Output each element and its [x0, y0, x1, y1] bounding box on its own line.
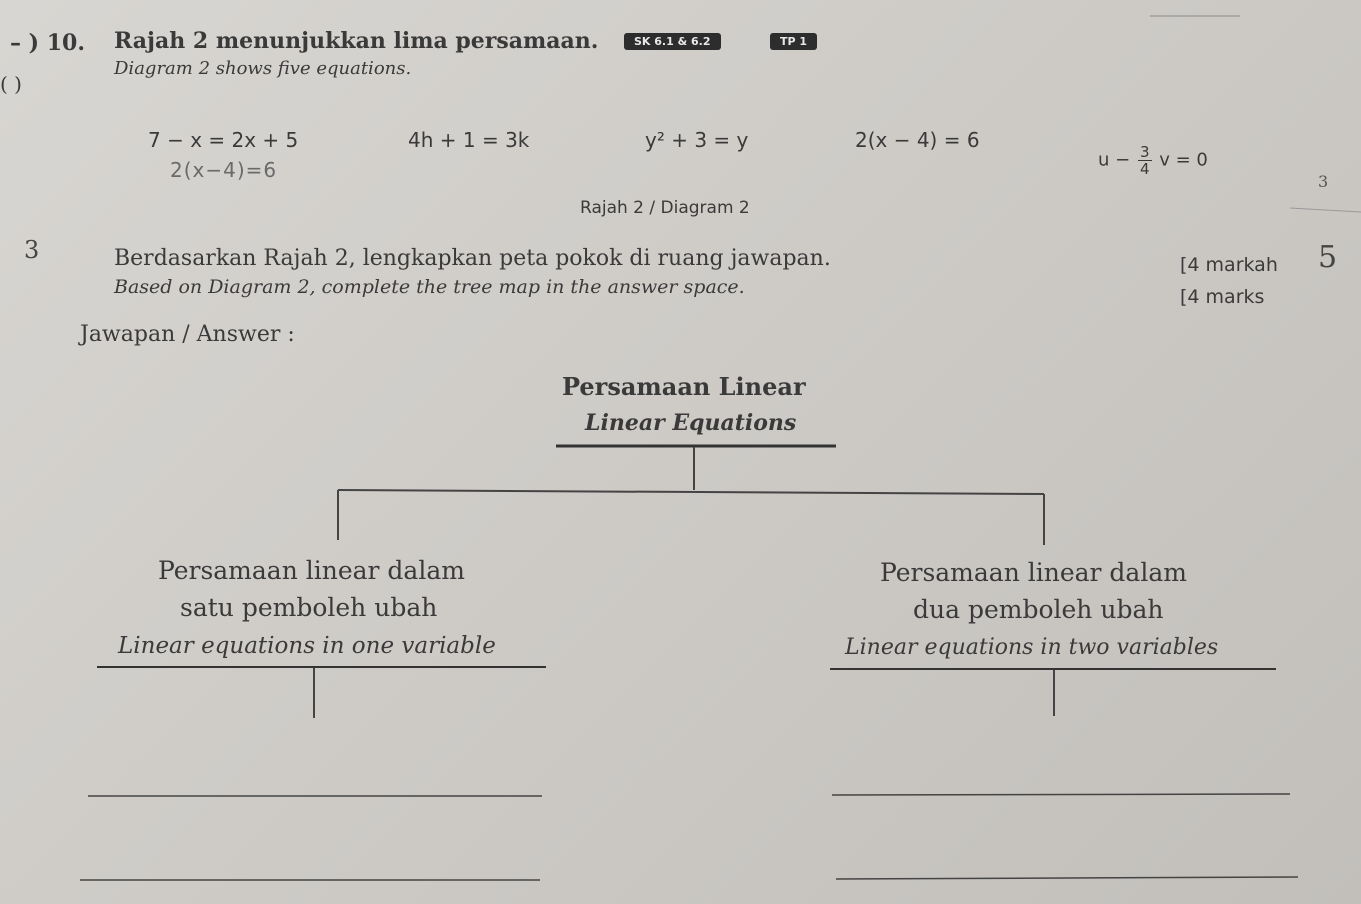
- tree-right-malay-line1: Persamaan linear dalam: [880, 558, 1187, 587]
- instruction-english: Based on Diagram 2, complete the tree map in the answer space.: [114, 276, 745, 298]
- equation-1: 7 − x = 2x + 5: [148, 128, 299, 152]
- fraction-denominator: 4: [1139, 160, 1150, 178]
- answer-blank-right-2: [836, 877, 1298, 879]
- margin-bracket: ( ): [0, 72, 22, 96]
- level-badge: TP 1: [770, 33, 817, 50]
- marks-english: [4 marks: [1180, 286, 1265, 308]
- margin-box-line: [1290, 208, 1361, 212]
- tree-root-malay: Persamaan Linear: [562, 372, 806, 401]
- question-title-malay: Rajah 2 menunjukkan lima persamaan.: [114, 28, 599, 54]
- diagram-caption: Rajah 2 / Diagram 2: [580, 198, 750, 218]
- tree-root-english: Linear Equations: [585, 410, 797, 436]
- syllabus-badge: SK 6.1 & 6.2: [624, 33, 721, 50]
- handwritten-left-three: 3: [24, 236, 40, 264]
- margin-mark-three: 3: [1318, 172, 1329, 191]
- handwritten-five: 5: [1318, 240, 1338, 275]
- equation-2: 4h + 1 = 3k: [408, 128, 530, 152]
- question-number: – ) 10.: [10, 30, 86, 56]
- equation-5-prefix: u −: [1098, 149, 1131, 171]
- answer-label: Jawapan / Answer :: [80, 322, 295, 347]
- fraction-numerator: 3: [1139, 143, 1150, 161]
- handwritten-working: 2(x−4)=6: [170, 158, 278, 182]
- answer-blank-right-1: [832, 794, 1290, 795]
- equation-3: y² + 3 = y: [645, 128, 749, 152]
- branch-bar: [338, 490, 1044, 494]
- equation-4: 2(x − 4) = 6: [855, 128, 980, 152]
- question-title-english: Diagram 2 shows five equations.: [114, 58, 412, 79]
- tree-left-malay-line1: Persamaan linear dalam: [158, 556, 465, 585]
- tree-right-english: Linear equations in two variables: [845, 635, 1219, 660]
- instruction-malay: Berdasarkan Rajah 2, lengkapkan peta pokok di ruang jawapan.: [114, 246, 831, 271]
- tree-right-malay-line2: dua pemboleh ubah: [913, 595, 1164, 624]
- tree-left-malay-line2: satu pemboleh ubah: [180, 593, 438, 622]
- marks-malay: [4 markah: [1180, 254, 1278, 276]
- equation-5-suffix: v = 0: [1159, 149, 1208, 171]
- tree-left-english: Linear equations in one variable: [118, 633, 496, 659]
